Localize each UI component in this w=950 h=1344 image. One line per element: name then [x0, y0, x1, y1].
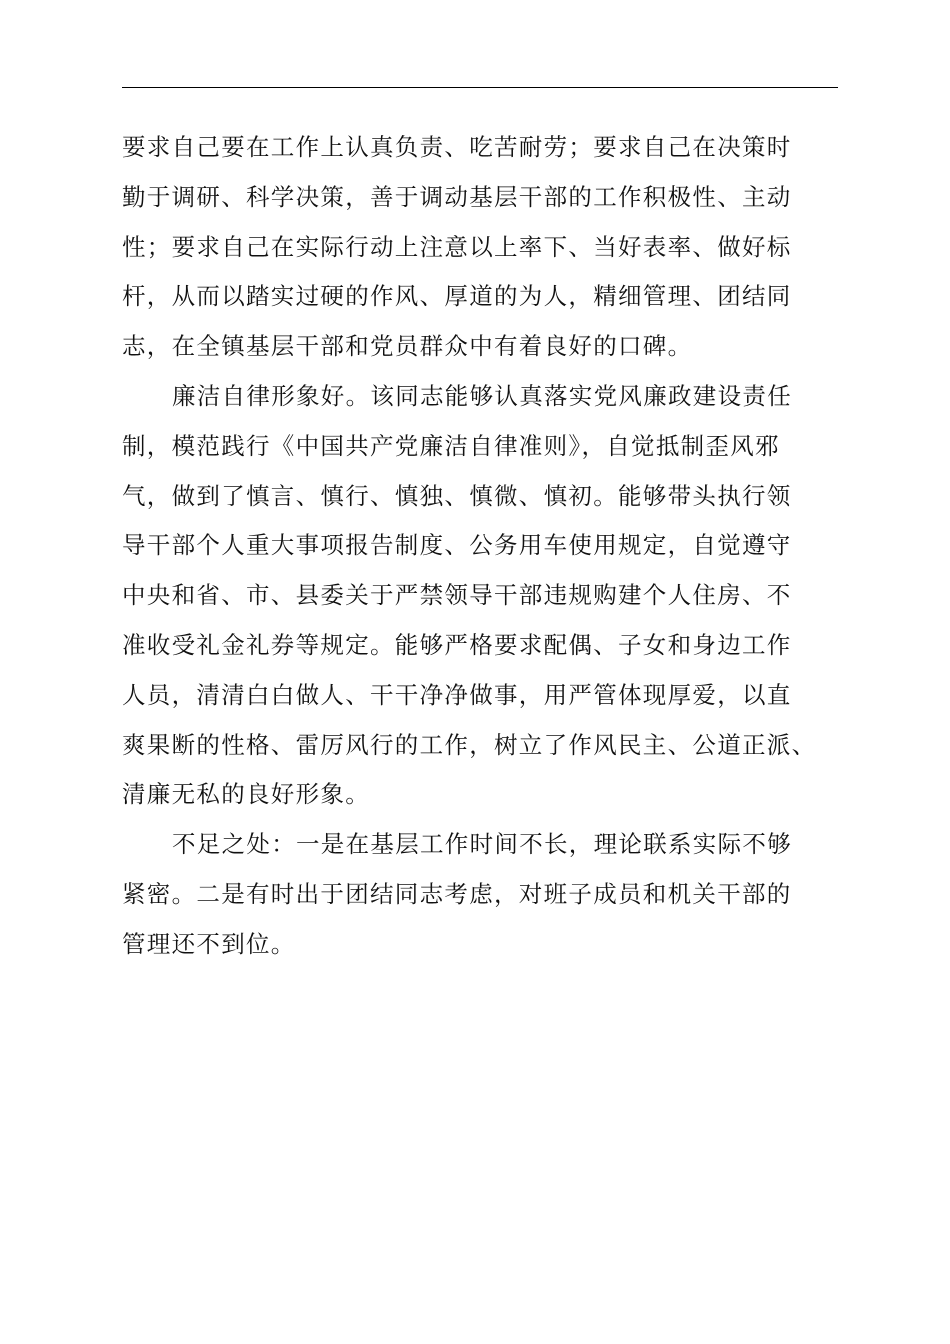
- text-line: 勤于调研、科学决策，善于调动基层干部的工作积极性、主动: [122, 182, 792, 211]
- text-line: 紧密。二是有时出于团结同志考虑，对班子成员和机关干部的: [122, 879, 792, 908]
- paragraph-first-line: 廉洁自律形象好。该同志能够认真落实党风廉政建设责任: [172, 381, 792, 410]
- text-line: 导干部个人重大事项报告制度、公务用车使用规定，自觉遵守: [122, 531, 792, 560]
- text-line: 准收受礼金礼券等规定。能够严格要求配偶、子女和身边工作: [122, 630, 792, 659]
- text-line: 志，在全镇基层干部和党员群众中有着良好的口碑。: [122, 332, 693, 361]
- text-line: 杆，从而以踏实过硬的作风、厚道的为人，精细管理、团结同: [122, 282, 792, 311]
- text-line: 管理还不到位。: [122, 929, 296, 958]
- text-line: 要求自己要在工作上认真负责、吃苦耐劳；要求自己在决策时: [122, 133, 792, 161]
- header-rule: [122, 87, 838, 88]
- text-line: 气，做到了慎言、慎行、慎独、慎微、慎初。能够带头执行领: [122, 481, 792, 510]
- document-body: [122, 123, 838, 970]
- text-line: 爽果断的性格、雷厉风行的工作，树立了作风民主、公道正派、: [122, 730, 817, 759]
- text-line: 人员，清清白白做人、干干净净做事，用严管体现厚爱，以直: [122, 680, 792, 709]
- paragraph-first-line: 不足之处：一是在基层工作时间不长，理论联系实际不够: [172, 830, 792, 859]
- text-line: 性；要求自己在实际行动上注意以上率下、当好表率、做好标: [122, 232, 792, 261]
- text-line: 中央和省、市、县委关于严禁领导干部违规购建个人住房、不: [122, 581, 792, 610]
- text-line: 制，模范践行《中国共产党廉洁自律准则》，自觉抵制歪风邪: [122, 431, 780, 460]
- text-line: 清廉无私的良好形象。: [122, 780, 370, 809]
